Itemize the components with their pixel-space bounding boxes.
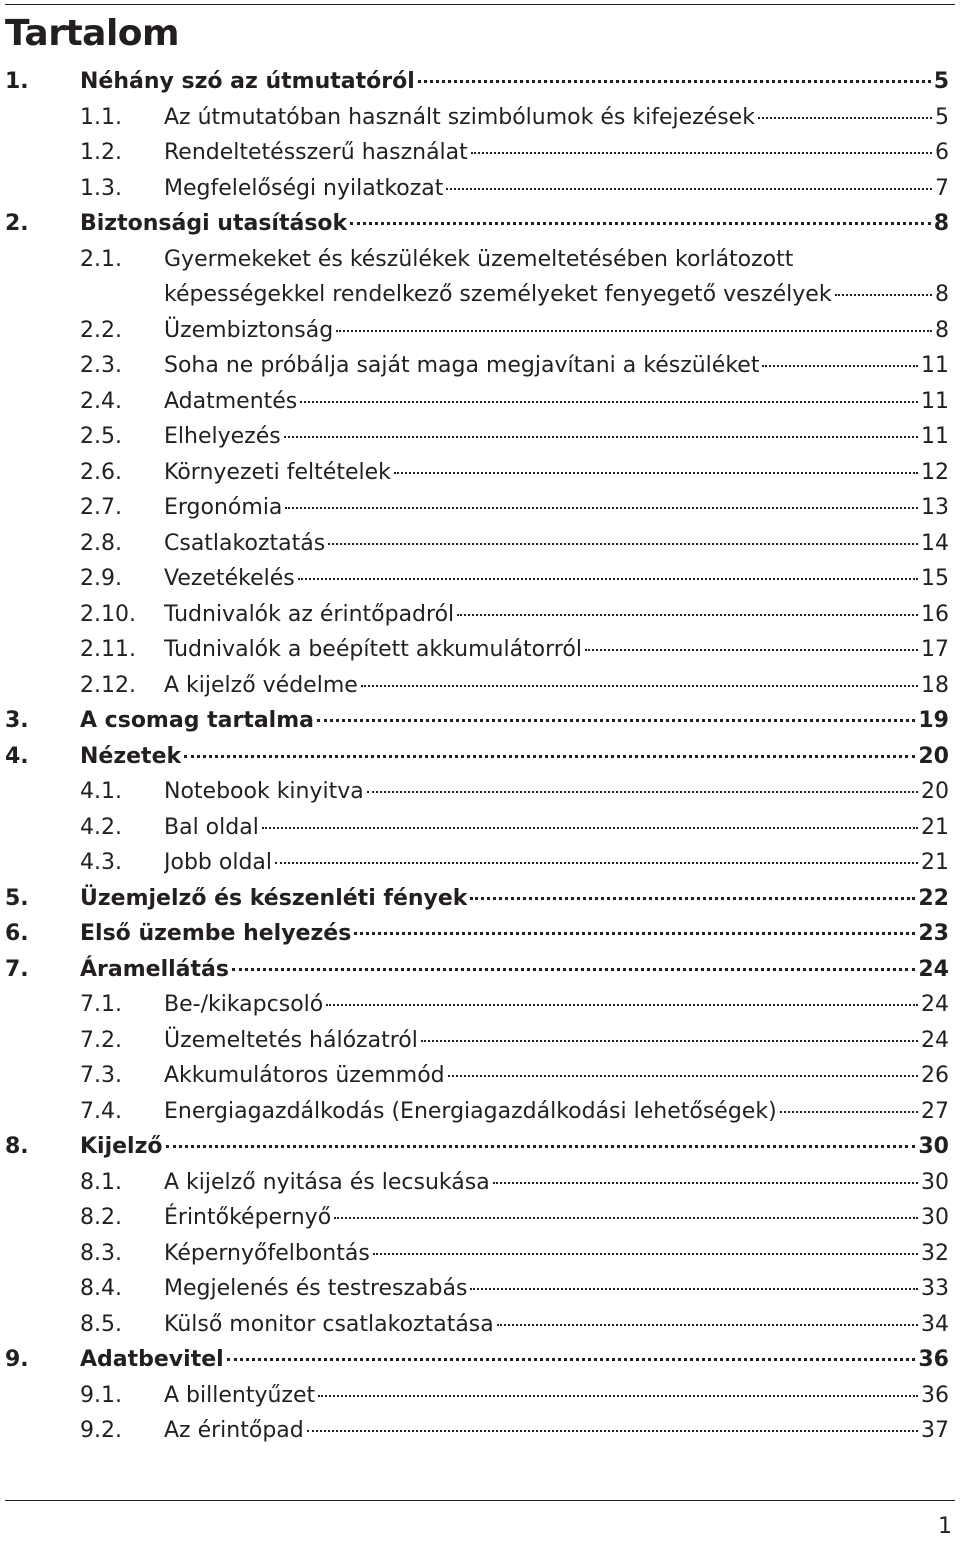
toc-entry-label: Néhány szó az útmutatóról bbox=[80, 69, 415, 94]
dot-leader bbox=[284, 436, 918, 438]
toc-entry-number: 2.5. bbox=[80, 424, 122, 449]
toc-section-entry[interactable] bbox=[5, 845, 949, 881]
dot-leader bbox=[421, 1040, 918, 1042]
dot-leader bbox=[262, 827, 918, 829]
toc-entry-page-number: 27 bbox=[921, 1098, 949, 1124]
toc-entry-number: 2.4. bbox=[80, 388, 122, 414]
toc-entry-label: Adatbevitel bbox=[80, 1347, 224, 1372]
toc-chapter-entry[interactable] bbox=[5, 916, 949, 952]
dot-leader bbox=[307, 1430, 918, 1432]
toc-entry-page-number: 16 bbox=[921, 601, 949, 627]
toc-entry-number: 4.1. bbox=[80, 779, 122, 804]
toc-entry-label: Jobb oldal bbox=[164, 850, 273, 875]
toc-entry-number: 9.1. bbox=[80, 1382, 122, 1408]
dot-leader bbox=[317, 719, 915, 722]
toc-chapter-entry[interactable] bbox=[5, 881, 949, 917]
toc-entry-page-number: 30 bbox=[921, 1205, 949, 1230]
toc-chapter-entry[interactable] bbox=[5, 1129, 949, 1165]
toc-entry-number: 4.2. bbox=[80, 814, 122, 840]
footer-rule bbox=[5, 1500, 955, 1501]
dot-leader bbox=[350, 222, 931, 225]
toc-section-entry[interactable] bbox=[5, 313, 949, 349]
toc-entry-label-line1: Gyermekeket és készülékek üzemeltetésében korlátozott bbox=[164, 246, 794, 272]
dot-leader bbox=[471, 152, 932, 154]
toc-entry-page-number: 11 bbox=[921, 424, 949, 449]
toc-entry-page-number: 12 bbox=[921, 459, 949, 485]
dot-leader bbox=[232, 968, 915, 971]
toc-entry-label: Üzemeltetés hálózatról bbox=[164, 1027, 418, 1053]
toc-entry-page-number: 24 bbox=[918, 956, 949, 982]
toc-entry-page-number: 24 bbox=[921, 1027, 949, 1053]
toc-entry-number: 2.10. bbox=[80, 601, 136, 627]
toc-section-entry[interactable] bbox=[5, 171, 949, 207]
toc-entry-page-number: 20 bbox=[921, 779, 949, 804]
toc-section-entry[interactable] bbox=[5, 987, 949, 1023]
toc-entry-label: Csatlakoztatás bbox=[164, 530, 326, 556]
toc-entry-number: 2.9. bbox=[80, 566, 122, 591]
dot-leader bbox=[373, 1253, 918, 1255]
toc-entry-page-number: 30 bbox=[921, 1169, 949, 1195]
toc-entry-number: 1.1. bbox=[80, 104, 122, 130]
dot-leader bbox=[166, 1145, 916, 1148]
toc-entry-page-number: 8 bbox=[933, 211, 949, 236]
toc-entry-number: 7.4. bbox=[80, 1098, 122, 1124]
toc-section-entry[interactable] bbox=[5, 1165, 949, 1201]
dot-leader bbox=[418, 80, 931, 83]
toc-entry-page-number: 32 bbox=[921, 1240, 949, 1266]
toc-entry-page-number: 5 bbox=[933, 69, 949, 94]
dot-leader bbox=[334, 1217, 918, 1219]
toc-entry-page-number: 13 bbox=[921, 495, 949, 520]
toc-section-entry[interactable] bbox=[5, 135, 949, 171]
toc-section-entry[interactable] bbox=[5, 1094, 949, 1130]
toc-entry-label: Bal oldal bbox=[164, 814, 259, 840]
dot-leader bbox=[367, 791, 918, 793]
toc-entry-number: 6. bbox=[5, 921, 29, 946]
toc-section-entry[interactable] bbox=[5, 1236, 949, 1272]
toc-entry-number: 2.2. bbox=[80, 317, 122, 343]
toc-entry-page-number: 36 bbox=[918, 1347, 949, 1372]
page-number: 1 bbox=[938, 1514, 952, 1539]
toc-entry-label: Áramellátás bbox=[80, 956, 229, 982]
toc-section-entry[interactable] bbox=[5, 490, 949, 526]
toc-entry-label: Kijelző bbox=[80, 1134, 163, 1159]
toc-entry-number: 7.2. bbox=[80, 1027, 122, 1053]
toc-section-entry[interactable] bbox=[5, 1023, 949, 1059]
toc-entry-page-number: 37 bbox=[921, 1418, 949, 1443]
toc-entry-number: 2. bbox=[5, 211, 29, 236]
toc-section-entry[interactable] bbox=[5, 242, 949, 313]
toc-entry-label: A kijelző védelme bbox=[164, 672, 358, 698]
dot-leader bbox=[780, 1111, 918, 1113]
toc-entry-label: Be-/kikapcsoló bbox=[164, 992, 324, 1017]
toc-entry-label: Elhelyezés bbox=[164, 424, 281, 449]
toc-entry-label: Ergonómia bbox=[164, 495, 283, 520]
toc-entry-number: 8.3. bbox=[80, 1240, 122, 1266]
toc-chapter-entry[interactable] bbox=[5, 64, 949, 100]
toc-entry-label: Soha ne próbálja saját maga megjavítani a készüléket bbox=[164, 353, 760, 378]
toc-entry-label: Környezeti feltételek bbox=[164, 459, 391, 485]
toc-entry-page-number: 26 bbox=[921, 1063, 949, 1088]
toc-section-entry[interactable] bbox=[5, 419, 949, 455]
page-title: Tartalom bbox=[5, 13, 180, 54]
dot-leader bbox=[585, 649, 918, 651]
toc-entry-label: Az érintőpad bbox=[164, 1418, 304, 1443]
toc-entry-number: 8.5. bbox=[80, 1311, 122, 1337]
dot-leader bbox=[758, 117, 932, 119]
toc-entry-label: Üzemjelző és készenléti fények bbox=[80, 885, 468, 911]
toc-entry-page-number: 20 bbox=[918, 743, 949, 769]
toc-entry-number: 2.1. bbox=[80, 246, 122, 272]
toc-entry-number: 5. bbox=[5, 885, 29, 911]
dot-leader bbox=[300, 401, 918, 403]
toc-section-entry[interactable] bbox=[5, 1200, 949, 1236]
toc-entry-number: 1.3. bbox=[80, 175, 122, 201]
dot-leader bbox=[184, 755, 915, 758]
dot-leader bbox=[285, 507, 918, 509]
toc-entry-number: 1.2. bbox=[80, 140, 122, 165]
toc-entry-page-number: 19 bbox=[918, 708, 949, 733]
toc-section-entry[interactable] bbox=[5, 561, 949, 597]
toc-entry-number: 2.6. bbox=[80, 459, 122, 485]
toc-entry-number: 7. bbox=[5, 956, 29, 982]
toc-section-entry[interactable] bbox=[5, 384, 949, 420]
dot-leader bbox=[354, 932, 915, 935]
toc-entry-page-number: 18 bbox=[921, 672, 949, 698]
toc-section-entry[interactable] bbox=[5, 632, 949, 668]
toc-entry-number: 2.8. bbox=[80, 530, 122, 556]
toc-entry-number: 1. bbox=[5, 69, 29, 94]
toc-entry-page-number: 22 bbox=[918, 885, 949, 911]
toc-entry-number: 7.3. bbox=[80, 1063, 122, 1088]
toc-entry-page-number: 34 bbox=[921, 1311, 949, 1337]
toc-entry-label: Érintőképernyő bbox=[164, 1205, 332, 1230]
toc-entry-number: 7.1. bbox=[80, 992, 122, 1017]
toc-entry-page-number: 7 bbox=[935, 175, 949, 201]
toc-entry-number: 4.3. bbox=[80, 850, 122, 875]
toc-entry-label: Nézetek bbox=[80, 743, 182, 769]
toc-entry-number: 4. bbox=[5, 743, 29, 769]
toc-entry-number: 9.2. bbox=[80, 1418, 122, 1443]
dot-leader bbox=[326, 1004, 918, 1006]
dot-leader bbox=[275, 862, 918, 864]
toc-section-entry[interactable] bbox=[5, 774, 949, 810]
toc-section-entry[interactable] bbox=[5, 1413, 949, 1449]
toc-section-entry[interactable] bbox=[5, 810, 949, 846]
toc-entry-label: A billentyűzet bbox=[164, 1382, 316, 1408]
toc-entry-label: Külső monitor csatlakoztatása bbox=[164, 1311, 494, 1337]
dot-leader bbox=[497, 1324, 918, 1326]
toc-entry-number: 2.11. bbox=[80, 637, 136, 662]
toc-entry-page-number: 8 bbox=[935, 317, 949, 343]
toc-entry-page-number: 5 bbox=[935, 104, 949, 130]
toc-section-entry[interactable] bbox=[5, 597, 949, 633]
toc-entry-page-number: 11 bbox=[921, 353, 949, 378]
toc-chapter-entry[interactable] bbox=[5, 739, 949, 775]
toc-chapter-entry[interactable] bbox=[5, 206, 949, 242]
toc-section-entry[interactable] bbox=[5, 526, 949, 562]
toc-entry-label: Képernyőfelbontás bbox=[164, 1240, 370, 1266]
dot-leader bbox=[835, 294, 932, 296]
dot-leader bbox=[762, 365, 918, 367]
toc-entry-label: Energiagazdálkodás (Energiagazdálkodási lehetőségek) bbox=[164, 1098, 777, 1124]
toc-entry-page-number: 8 bbox=[935, 282, 949, 307]
toc-entry-label: Tudnivalók a beépített akkumulátorról bbox=[164, 637, 582, 662]
toc-section-entry[interactable] bbox=[5, 348, 949, 384]
dot-leader bbox=[470, 897, 915, 900]
dot-leader bbox=[470, 1288, 918, 1290]
toc-entry-page-number: 11 bbox=[921, 388, 949, 414]
toc-entry-number: 8.1. bbox=[80, 1169, 122, 1195]
toc-chapter-entry[interactable] bbox=[5, 703, 949, 739]
toc-entry-number: 3. bbox=[5, 708, 29, 733]
toc-entry-label: Notebook kinyitva bbox=[164, 779, 364, 804]
toc-entry-label: Megfelelőségi nyilatkozat bbox=[164, 175, 444, 201]
toc-entry-page-number: 17 bbox=[921, 637, 949, 662]
toc-entry-page-number: 30 bbox=[918, 1134, 949, 1159]
dot-leader bbox=[394, 472, 918, 474]
toc-entry-page-number: 33 bbox=[921, 1276, 949, 1301]
toc-entry-page-number: 36 bbox=[921, 1382, 949, 1408]
toc-entry-label: Üzembiztonság bbox=[164, 317, 334, 343]
toc-section-entry[interactable] bbox=[5, 1378, 949, 1414]
dot-leader bbox=[493, 1182, 918, 1184]
toc-entry-label: Tudnivalók az érintőpadról bbox=[164, 601, 455, 627]
toc-entry-number: 2.12. bbox=[80, 672, 136, 698]
toc-entry-label: Adatmentés bbox=[164, 388, 298, 414]
dot-leader bbox=[227, 1358, 916, 1361]
dot-leader bbox=[361, 685, 918, 687]
toc-entry-label: Megjelenés és testreszabás bbox=[164, 1276, 468, 1301]
toc-entry-number: 8.4. bbox=[80, 1276, 122, 1301]
toc-entry-label: Rendeltetésszerű használat bbox=[164, 140, 468, 165]
dot-leader bbox=[446, 188, 932, 190]
toc-section-entry[interactable] bbox=[5, 1271, 949, 1307]
dot-leader bbox=[336, 330, 932, 332]
top-rule bbox=[5, 4, 955, 5]
toc-entry-label: Akkumulátoros üzemmód bbox=[164, 1063, 445, 1088]
toc-entry-number: 8. bbox=[5, 1134, 29, 1159]
toc-entry-label: A csomag tartalma bbox=[80, 708, 314, 733]
dot-leader bbox=[448, 1075, 918, 1077]
dot-leader bbox=[318, 1395, 918, 1397]
toc-entry-label: Első üzembe helyezés bbox=[80, 921, 352, 946]
toc-entry-page-number: 14 bbox=[921, 530, 949, 556]
dot-leader bbox=[298, 578, 918, 580]
toc-entry-label: A kijelző nyitása és lecsukása bbox=[164, 1169, 490, 1195]
toc-entry-label: Biztonsági utasítások bbox=[80, 211, 348, 236]
toc-entry-label: Az útmutatóban használt szimbólumok és kifejezések bbox=[164, 104, 755, 130]
toc-entry-number: 8.2. bbox=[80, 1205, 122, 1230]
toc-entry-page-number: 15 bbox=[921, 566, 949, 591]
toc-entry-number: 2.3. bbox=[80, 353, 122, 378]
toc-entry-page-number: 23 bbox=[918, 921, 949, 946]
toc-entry-label: Vezetékelés bbox=[164, 566, 295, 591]
toc-entry-page-number: 6 bbox=[935, 140, 949, 165]
toc-section-entry[interactable] bbox=[5, 100, 949, 136]
toc-entry-page-number: 21 bbox=[921, 850, 949, 875]
toc-entry-page-number: 24 bbox=[921, 992, 949, 1017]
dot-leader bbox=[457, 614, 918, 616]
toc-entry-page-number: 21 bbox=[921, 814, 949, 840]
toc-chapter-entry[interactable] bbox=[5, 1342, 949, 1378]
toc-chapter-entry[interactable] bbox=[5, 952, 949, 988]
toc-section-entry[interactable] bbox=[5, 1058, 949, 1094]
toc-entry-label: képességekkel rendelkező személyeket fenyegető veszélyek bbox=[164, 282, 832, 307]
toc-section-entry[interactable] bbox=[5, 1307, 949, 1343]
toc-entry-number: 2.7. bbox=[80, 495, 122, 520]
toc-section-entry[interactable] bbox=[5, 668, 949, 704]
dot-leader bbox=[328, 543, 918, 545]
toc-entry-number: 9. bbox=[5, 1347, 29, 1372]
toc-section-entry[interactable] bbox=[5, 455, 949, 491]
